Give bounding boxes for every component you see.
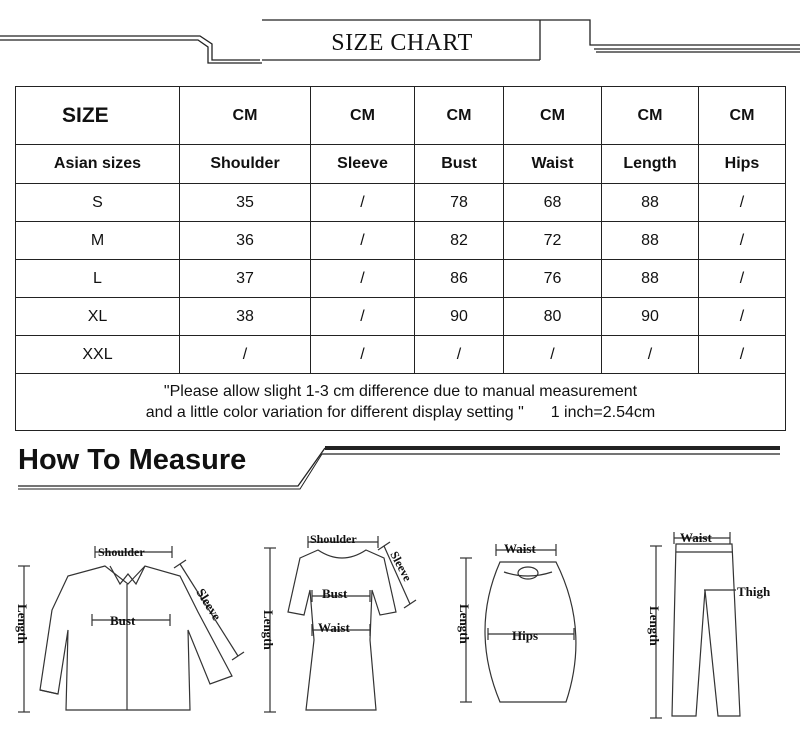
table-cell: /: [311, 184, 415, 222]
table-cell: XXL: [16, 336, 180, 374]
header-cell-unit: CM: [699, 87, 786, 145]
table-cell: 36: [180, 222, 311, 260]
subheader-cell: Sleeve: [311, 145, 415, 184]
table-cell: 88: [602, 184, 699, 222]
table-cell: 88: [602, 260, 699, 298]
pants-thigh-label: Thigh: [737, 584, 771, 599]
table-cell: 72: [504, 222, 602, 260]
table-cell: /: [602, 336, 699, 374]
skirt-hips-label: Hips: [512, 628, 539, 643]
table-cell: /: [311, 222, 415, 260]
note-line-2: [16, 402, 785, 423]
table-note-row: [16, 374, 786, 431]
header-cell-unit: CM: [311, 87, 415, 145]
pants-outline: [672, 544, 740, 716]
skirt-length-label: Length: [457, 604, 472, 644]
subheader-cell: Shoulder: [180, 145, 311, 184]
table-cell: /: [699, 298, 786, 336]
subheader-cell: Asian sizes: [16, 145, 180, 184]
note-line-1: "Please allow slight 1-3 cm difference due to manual measurement: [163, 383, 638, 400]
how-to-measure-heading: How To Measure: [18, 444, 247, 476]
table-cell: 88: [602, 222, 699, 260]
table-cell: /: [415, 336, 504, 374]
table-cell: M: [16, 222, 180, 260]
inch-conversion: 1 inch=2.54cm: [550, 404, 656, 421]
table-cell: 37: [180, 260, 311, 298]
page-title: SIZE CHART: [331, 30, 473, 56]
table-cell: 35: [180, 184, 311, 222]
table-cell: /: [699, 184, 786, 222]
table-cell: 38: [180, 298, 311, 336]
header-cell-unit: CM: [180, 87, 311, 145]
table-cell: L: [16, 260, 180, 298]
dress-shoulder-label: Shoulder: [310, 532, 357, 546]
pants-waist-label: Waist: [680, 530, 712, 545]
measurement-illustrations: [0, 480, 800, 744]
table-cell: 76: [504, 260, 602, 298]
dress-length-label: Length: [261, 610, 276, 650]
table-cell: /: [504, 336, 602, 374]
shirt-bust-label: Bust: [110, 613, 136, 628]
table-cell: S: [16, 184, 180, 222]
table-row: [16, 298, 786, 336]
header-cell-unit: CM: [504, 87, 602, 145]
table-row: [16, 336, 786, 374]
table-cell: 82: [415, 222, 504, 260]
table-cell: /: [311, 336, 415, 374]
subheader-cell: Length: [602, 145, 699, 184]
table-subheader-row: [16, 145, 786, 184]
table-row: [16, 222, 786, 260]
table-cell: /: [699, 222, 786, 260]
header-cell-size: SIZE: [16, 87, 180, 145]
dress-waist-label: Waist: [318, 620, 350, 635]
size-table: [15, 86, 786, 431]
shirt-shoulder-label: Shoulder: [98, 545, 145, 559]
subheader-cell: Hips: [699, 145, 786, 184]
subheader-cell: Waist: [504, 145, 602, 184]
table-cell: 86: [415, 260, 504, 298]
table-row: [16, 184, 786, 222]
table-cell: 90: [602, 298, 699, 336]
table-cell: /: [699, 336, 786, 374]
table-header-row: [16, 87, 786, 145]
table-cell: /: [311, 298, 415, 336]
note-line-2-text: and a little color variation for different display setting ": [145, 404, 524, 421]
table-cell: /: [699, 260, 786, 298]
table-cell: 80: [504, 298, 602, 336]
table-row: [16, 260, 786, 298]
measurement-note: [16, 374, 786, 431]
table-cell: /: [311, 260, 415, 298]
size-chart-header: [0, 0, 800, 70]
header-cell-unit: CM: [415, 87, 504, 145]
skirt-waist-label: Waist: [504, 541, 536, 556]
shirt-length-label: Length: [15, 604, 30, 644]
dress-sleeve-label: Sleeve: [387, 548, 415, 584]
shirt-sleeve-label: Sleeve: [193, 585, 225, 623]
shirt-marks: [18, 546, 244, 712]
pants-length-label: Length: [647, 606, 662, 646]
skirt-marks: [460, 544, 574, 702]
table-cell: 90: [415, 298, 504, 336]
table-cell: /: [180, 336, 311, 374]
table-cell: 78: [415, 184, 504, 222]
table-cell: XL: [16, 298, 180, 336]
table-cell: 68: [504, 184, 602, 222]
dress-bust-label: Bust: [322, 586, 348, 601]
subheader-cell: Bust: [415, 145, 504, 184]
header-cell-unit: CM: [602, 87, 699, 145]
